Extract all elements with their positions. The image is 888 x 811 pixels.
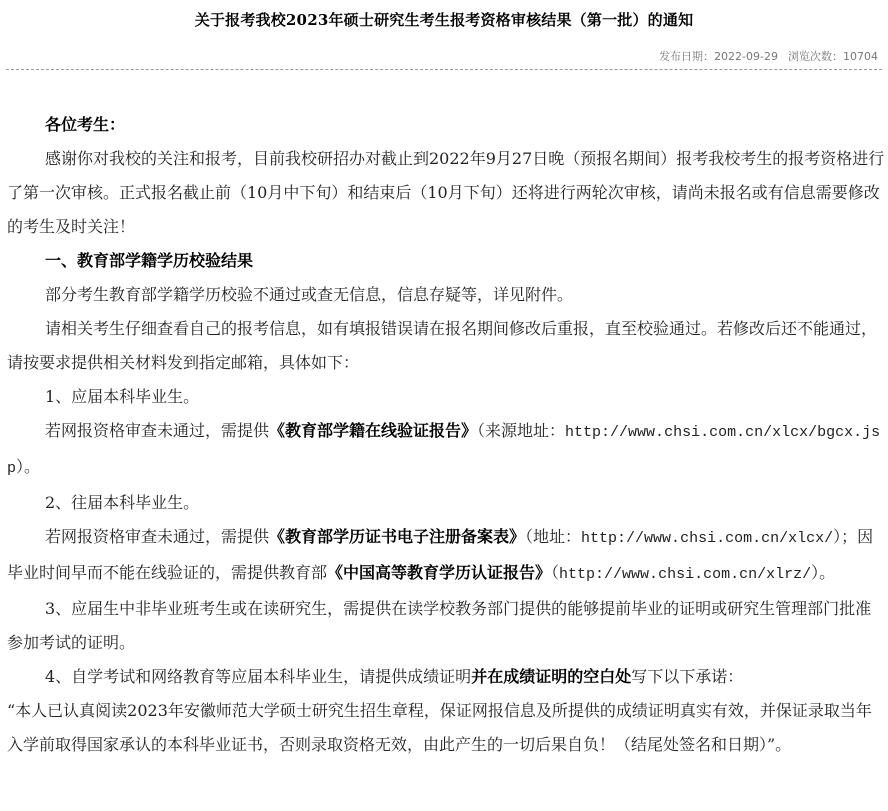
greeting: 各位考生： [45, 115, 126, 134]
item-2-detail: 若网报资格审查未通过，需提供《教育部学历证书电子注册备案表》（地址：http://www.chsi.com.cn/xlcx/）；因毕业时间早而不能在线验证的，需提供教育部《中国高等教育学历认证报告》（http://www.chsi.com.cn/xlrz/）。 [7, 527, 874, 583]
paragraph-instructions: 请相关考生仔细查看自己的报考信息，如有填报错误请在报名期间修改后重报，直至校验通过。若修改后还不能通过，请按要求提供相关材料发到指定邮箱，具体如下： [7, 319, 878, 372]
view-count: 10704 [843, 50, 878, 63]
item-2-url[interactable]: http://www.chsi.com.cn/xlcx/ [581, 530, 834, 547]
article-meta [659, 50, 878, 64]
item-2-document-alt: 《中国高等教育学历认证报告》 [327, 563, 552, 582]
article-title: 关于报考我校2023年硕士研究生考生报考资格审核结果（第一批）的通知 [194, 11, 694, 29]
item-1-url[interactable]: http://www.chsi.com.cn/xlcx/bgcx.jsp [7, 424, 881, 477]
item-3: 3、应届生中非毕业班考生或在读研究生，需提供在读学校教务部门提供的能够提前毕业的证明或研究生管理部门批准参加考试的证明。 [7, 599, 872, 652]
paragraph-check-result: 部分考生教育部学籍学历校验不通过或查无信息，信息存疑等，详见附件。 [45, 285, 574, 304]
item-4-emphasis: 并在成绩证明的空白处 [471, 667, 632, 686]
item-1-document: 《教育部学籍在线验证报告》 [269, 421, 478, 440]
view-count-label: 浏览次数： [788, 50, 843, 63]
item-1-title: 1、应届本科毕业生。 [45, 387, 200, 406]
title-divider [6, 69, 882, 70]
section-heading-1: 一、教育部学籍学历校验结果 [45, 251, 254, 270]
article-body [7, 108, 887, 762]
item-4: 4、自学考试和网络教育等应届本科毕业生，请提供成绩证明并在成绩证明的空白处写下以下承诺： [45, 667, 744, 686]
paragraph-intro: 感谢你对我校的关注和报考，目前我校研招办对截止到2022年9月27日晚（预报名期间）报考我校考生的报考资格进行了第一次审核。正式报名截止前（10月中下旬）和结束后（10月下旬）还将进行两轮次审核，请尚未报名或有信息需要修改的考生及时关注！ [7, 149, 885, 236]
item-2-url-alt[interactable]: http://www.chsi.com.cn/xlrz/ [559, 566, 812, 583]
item-2-document: 《教育部学历证书电子注册备案表》 [269, 527, 526, 546]
publish-date-label: 发布日期： [659, 50, 715, 63]
publish-date: 2022-09-29 [714, 50, 778, 63]
item-2-title: 2、往届本科毕业生。 [45, 493, 200, 512]
item-1-detail: 若网报资格审查未通过，需提供《教育部学籍在线验证报告》（来源地址：http://www.chsi.com.cn/xlcx/bgcx.jsp）。 [7, 421, 881, 477]
pledge-text: “本人已认真阅读2023年安徽师范大学硕士研究生招生章程，保证网报信息及所提供的成绩证明真实有效，并保证录取当年入学前取得国家承认的本科毕业证书，否则录取资格无效，由此产生的一切后果自负！（结尾处签名和日期）”。 [7, 701, 872, 754]
